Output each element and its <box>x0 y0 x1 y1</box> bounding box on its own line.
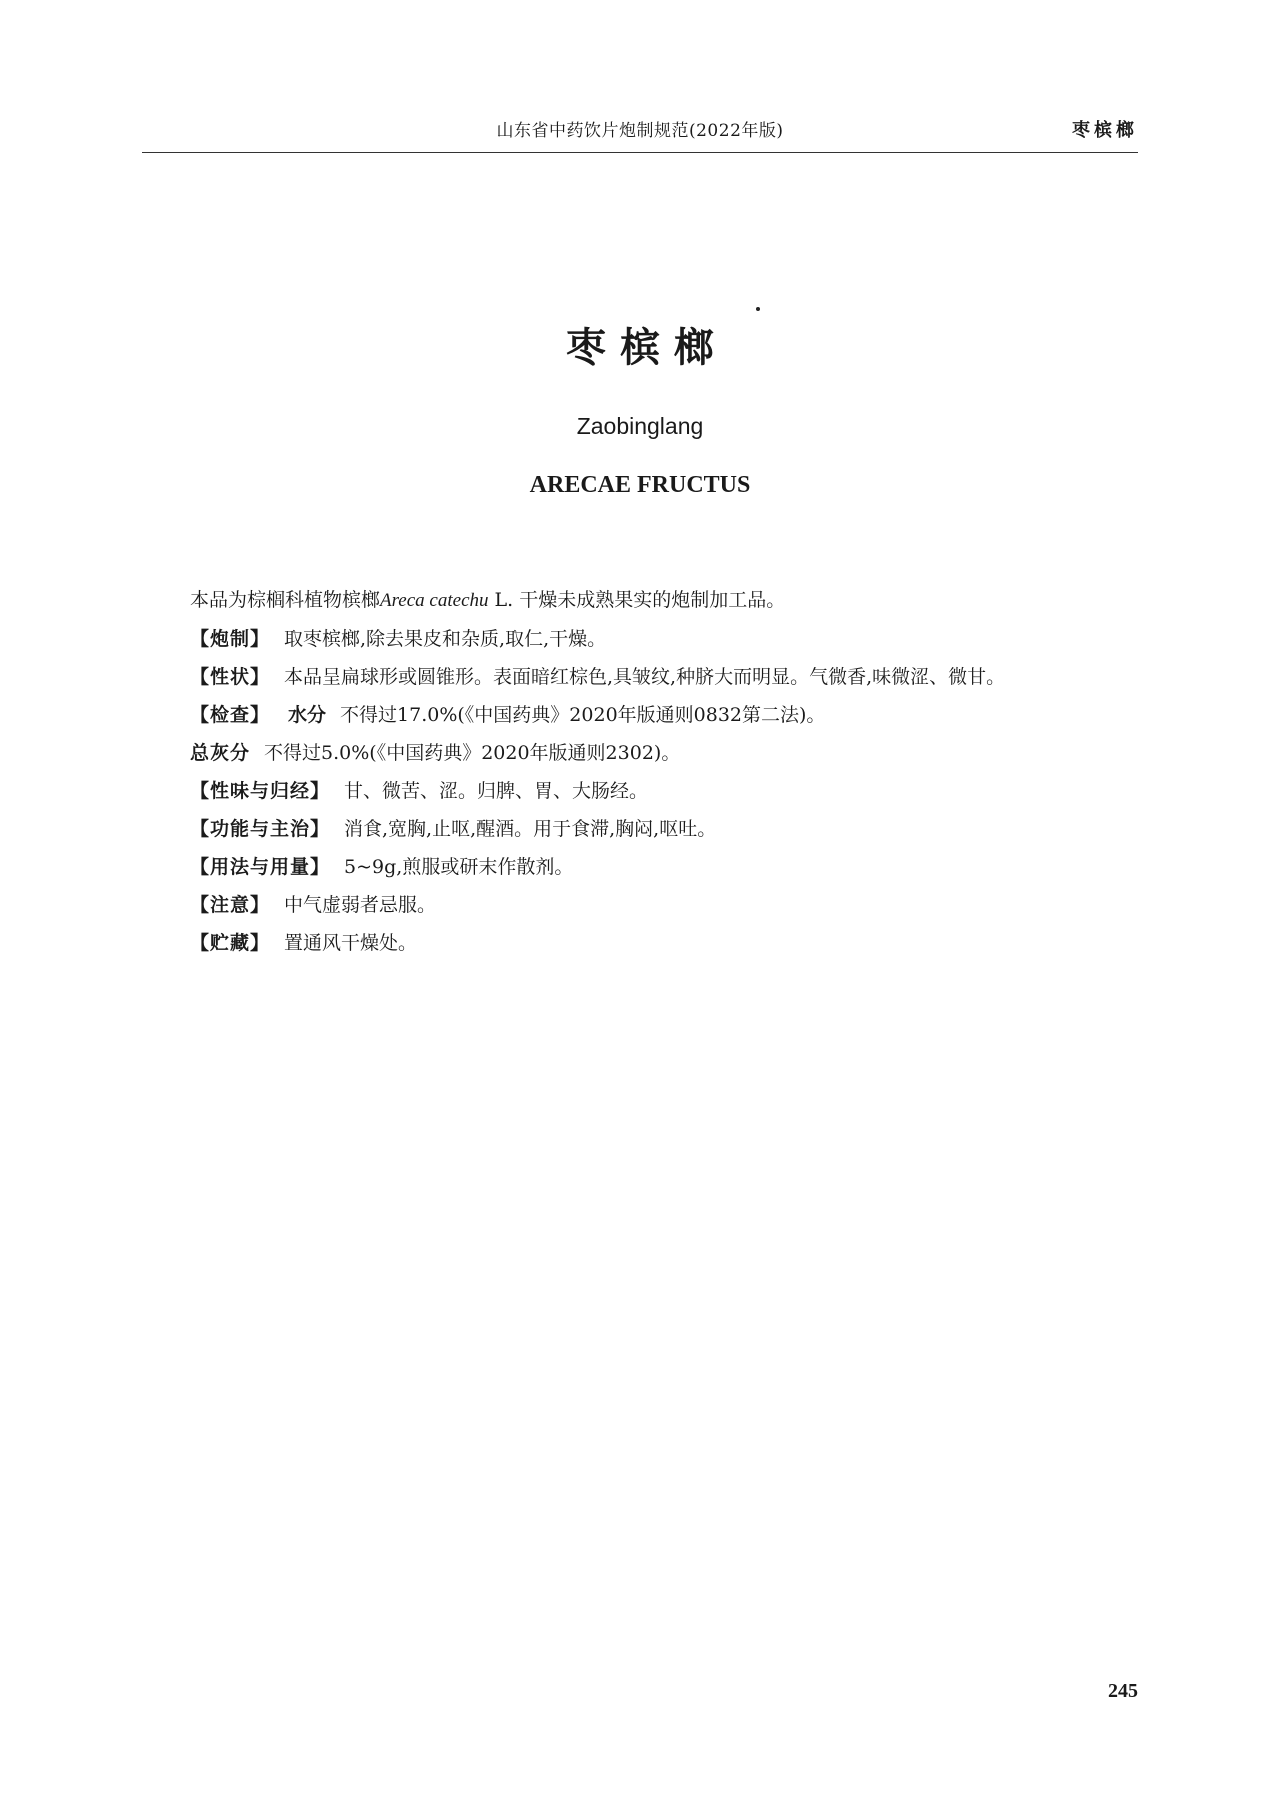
usage-label: 【用法与用量】 <box>190 856 331 878</box>
function-label: 【功能与主治】 <box>190 818 331 840</box>
caution-section <box>142 886 1138 924</box>
monograph-title-block <box>0 322 1280 500</box>
processing-text: 取枣槟榔,除去果皮和杂质,取仁,干燥。 <box>284 628 607 650</box>
intro-paragraph <box>142 581 1138 620</box>
nature-text: 甘、微苦、涩。归脾、胃、大肠经。 <box>344 780 649 802</box>
monograph-body <box>142 581 1138 962</box>
page-number: 245 <box>1108 1680 1138 1702</box>
monograph-title-latin: ARECAE FRUCTUS <box>529 472 751 498</box>
inspection-section <box>142 696 1138 734</box>
ash-label: 总灰分 <box>190 742 251 764</box>
species-latin-name: Areca catechu <box>380 590 489 611</box>
description-text: 本品呈扁球形或圆锥形。表面暗红棕色,具皱纹,种脐大而明显。气微香,味微涩、微甘。 <box>284 666 1006 688</box>
function-section <box>142 810 1138 848</box>
usage-section <box>142 848 1138 886</box>
processing-label: 【炮制】 <box>190 628 271 650</box>
usage-text: 5~9g,煎服或研末作散剂。 <box>344 856 574 878</box>
ash-section <box>142 734 1138 772</box>
intro-text: 本品为棕榈科植物槟榔 <box>190 589 381 611</box>
moisture-text: 不得过17.0%(《中国药典》2020年版通则0832第二法)。 <box>340 704 826 726</box>
processing-section <box>142 620 1138 658</box>
description-label: 【性状】 <box>190 666 271 688</box>
storage-label: 【贮藏】 <box>190 932 271 954</box>
book-title: 山东省中药饮片炮制规范(2022年版) <box>496 121 784 141</box>
ash-text: 不得过5.0%(《中国药典》2020年版通则2302)。 <box>264 742 681 764</box>
print-speck <box>756 307 760 311</box>
storage-section <box>142 924 1138 962</box>
caution-text: 中气虚弱者忌服。 <box>284 894 437 916</box>
moisture-label: 水分 <box>288 704 327 726</box>
section-title: 枣槟榔 <box>1072 120 1138 141</box>
description-section <box>142 658 1138 696</box>
caution-label: 【注意】 <box>190 894 271 916</box>
storage-text: 置通风干燥处。 <box>284 932 418 954</box>
inspection-label: 【检查】 <box>190 704 271 726</box>
nature-label: 【性味与归经】 <box>190 780 331 802</box>
nature-section <box>142 772 1138 810</box>
function-text: 消食,宽胸,止呕,醒酒。用于食滞,胸闷,呕吐。 <box>344 818 717 840</box>
monograph-title-pinyin: Zaobinglang <box>576 413 704 439</box>
running-header <box>142 112 1138 153</box>
monograph-title-chinese: 枣槟榔 <box>566 325 728 371</box>
intro-text-end: L. 干燥未成熟果实的炮制加工品。 <box>488 589 786 611</box>
